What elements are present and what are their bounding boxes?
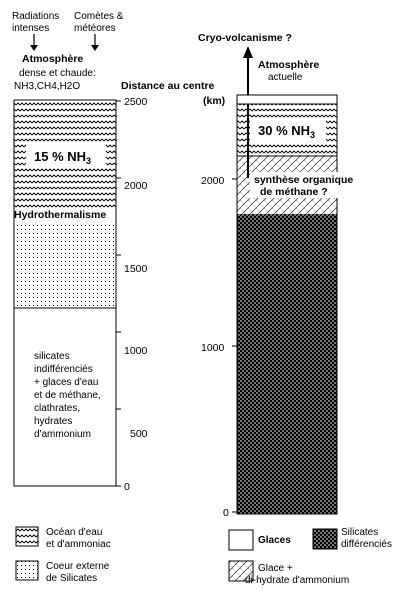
cometes-arrowhead	[91, 45, 99, 51]
cometes-label	[74, 11, 124, 34]
radiations-label	[12, 11, 59, 34]
left-atmosphere-title: Atmosphère	[22, 53, 84, 65]
legend-coeur-swatch	[16, 561, 38, 580]
legend-ocean-line-2: et d'ammoniac	[46, 539, 111, 550]
left-axis-ticks	[116, 101, 121, 486]
right-atmosphere-sub: actuelle	[268, 72, 303, 83]
silicates-line-1: silicates	[34, 351, 70, 362]
left-tick-2500: 2500	[124, 96, 148, 108]
synthese-line-2: de méthane ?	[260, 186, 328, 198]
legend-silicates-line-2: différenciés	[341, 539, 392, 550]
hydrothermalisme-label: Hydrothermalisme	[14, 209, 107, 221]
legend-glace-hydrate-line-1: Glace +	[258, 563, 293, 574]
right-tick-0: 0	[223, 507, 229, 519]
silicates-line-6: hydrates	[34, 416, 73, 427]
right-ice-crust-layer	[237, 95, 337, 104]
silicates-line-2: indifférenciés	[34, 364, 93, 375]
cryo-arrowhead	[243, 46, 253, 58]
right-tick-2000: 2000	[201, 175, 225, 187]
radiations-line-2: intenses	[12, 23, 50, 34]
legend-coeur-line-2: de Silicates	[46, 573, 98, 584]
right-nh3-label: 30 % $NH_3$	[258, 123, 316, 140]
left-atmosphere-desc-2: NH3,CH4,H2O	[14, 81, 81, 92]
silicates-line-3: + glaces d'eau	[34, 377, 99, 388]
radiations-line-1: Radiations	[12, 11, 60, 22]
legend-silicates-line-1: Silicates	[341, 527, 379, 538]
left-tick-0: 0	[124, 481, 130, 493]
left-tick-1500: 1500	[124, 263, 148, 275]
cometes-line-2: météores	[74, 23, 116, 34]
cometes-line-1: Comètes &	[74, 11, 124, 22]
cryo-volcanisme-label: Cryo-volcanisme ?	[198, 32, 292, 44]
legend-coeur-line-1: Coeur externe	[46, 561, 110, 572]
silicates-line-7: d'ammonium	[34, 429, 91, 440]
radiations-arrowhead	[30, 45, 38, 51]
right-atmosphere-title: Atmosphère	[258, 59, 320, 71]
right-tick-1000: 1000	[201, 342, 225, 354]
left-axis-title: Distance au centre	[121, 80, 215, 92]
right-axis-unit: (km)	[203, 95, 226, 107]
silicates-line-5: clathrates,	[34, 403, 81, 414]
right-silicates-core	[237, 214, 337, 514]
right-axis-ticks	[232, 179, 237, 512]
legend-ocean-swatch	[16, 527, 38, 546]
legend-glaces-label: Glaces	[258, 535, 291, 546]
left-tick-1000: 1000	[124, 345, 148, 357]
silicates-line-4: et de méthane,	[34, 390, 101, 401]
legend	[16, 527, 392, 586]
left-tick-500: 500	[130, 428, 148, 440]
left-tick-2000: 2000	[124, 180, 148, 192]
left-silicate-crust-layer	[14, 224, 116, 308]
left-atmosphere-desc-1: dense et chaude:	[19, 68, 96, 79]
left-ocean-label: 15 % $NH_3$	[34, 149, 92, 166]
synthese-line-1: synthèse organique	[254, 174, 354, 186]
legend-glace-hydrate-line-2: di-hydrate d'ammonium	[245, 575, 350, 586]
legend-glaces-swatch	[229, 530, 253, 550]
legend-ocean-line-1: Océan d'eau	[46, 527, 103, 538]
legend-silicates-swatch	[313, 529, 337, 549]
